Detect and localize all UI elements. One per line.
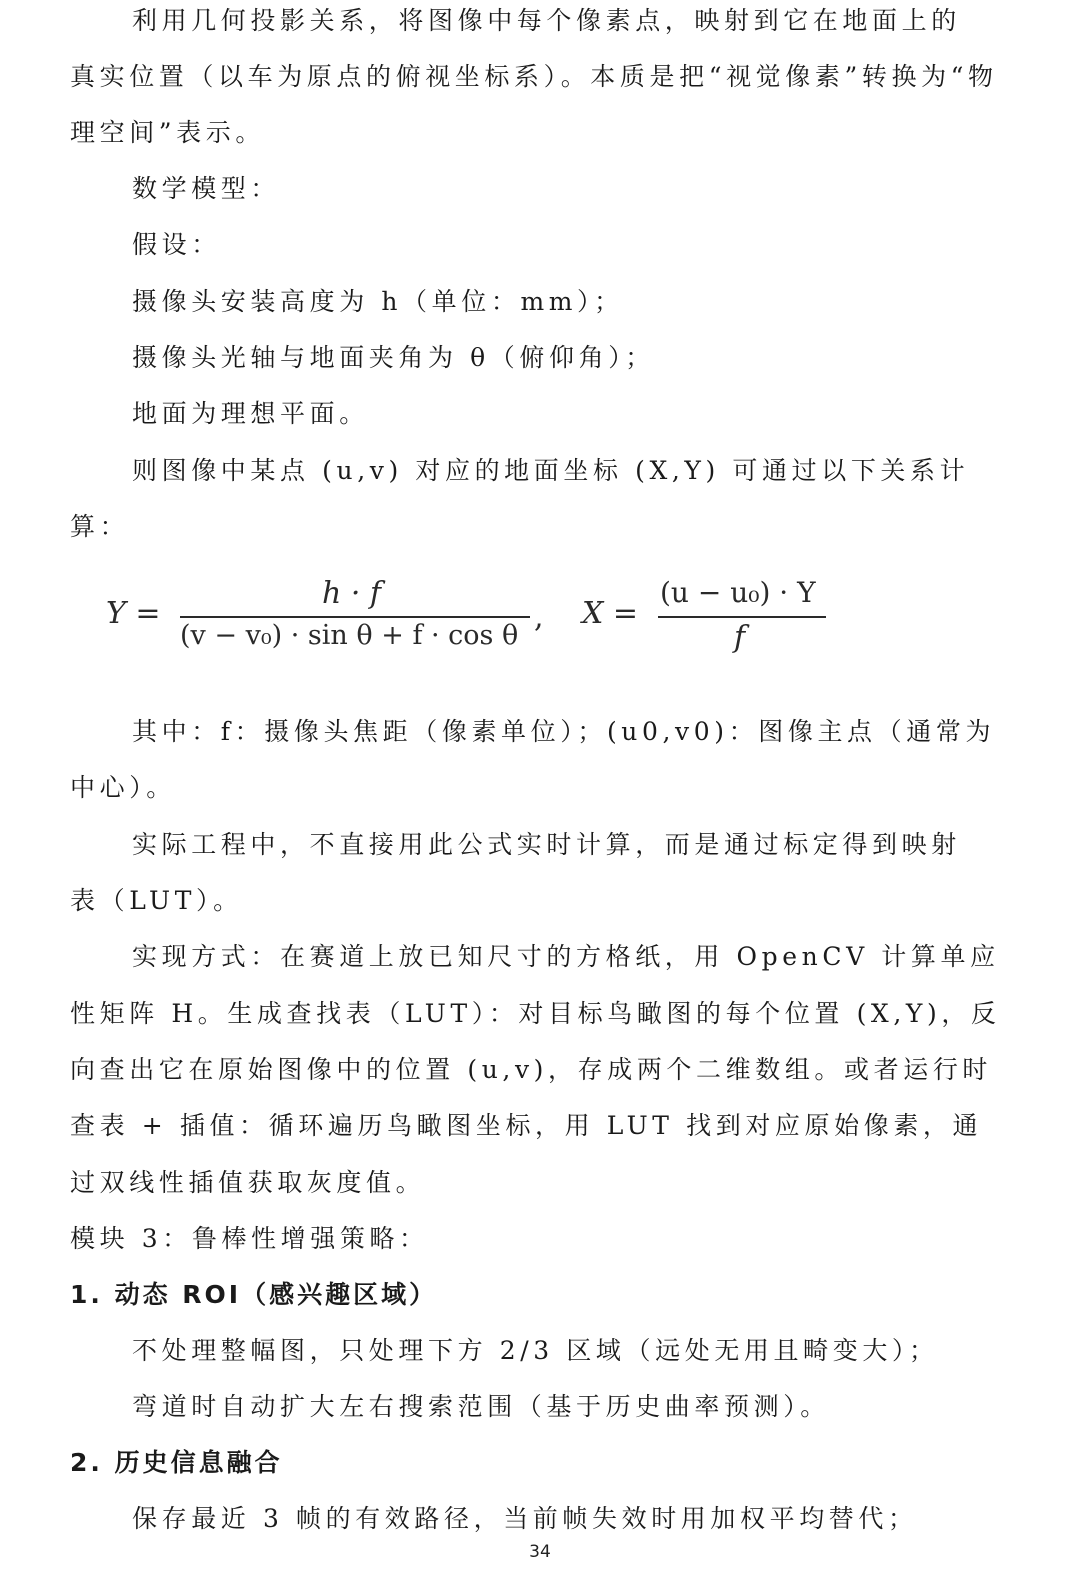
- list-item: 保存最近 3 帧的有效路径，当前帧失效时用加权平均替代；: [132, 1504, 918, 1533]
- formula-x-denominator: f: [734, 620, 746, 655]
- paragraph-line: 性矩阵 H。生成查找表（LUT）：对目标鸟瞰图的每个位置 (X,Y)，反: [70, 999, 1001, 1028]
- paragraph-line: 其中：f：摄像头焦距（像素单位）；(u0,v0)：图像主点（通常为: [132, 717, 996, 746]
- paragraph-line: 利用几何投影关系，将图像中每个像素点，映射到它在地面上的: [132, 6, 961, 35]
- math-model-label: 数学模型：: [132, 174, 281, 203]
- formula-y-lhs: Y =: [106, 596, 161, 631]
- page-number: 34: [529, 1542, 551, 1562]
- paragraph-line: 向查出它在原始图像中的位置 (u,v)，存成两个二维数组。或者运行时: [70, 1055, 993, 1084]
- module-heading: 模块 3：鲁棒性增强策略：: [70, 1224, 429, 1253]
- formula-x-fraction-bar: [658, 616, 826, 618]
- paragraph-line: 中心）。: [70, 773, 176, 802]
- paragraph-line: 实际工程中，不直接用此公式实时计算，而是通过标定得到映射: [132, 830, 961, 859]
- formula-comma: ,: [534, 600, 544, 635]
- list-item: 弯道时自动扩大左右搜索范围（基于历史曲率预测）。: [132, 1392, 830, 1421]
- section-heading-1: 1. 动态 ROI（感兴趣区域）: [70, 1280, 438, 1309]
- paragraph-line: 算：: [70, 512, 130, 541]
- list-item: 不处理整幅图，只处理下方 2/3 区域（远处无用且畸变大）；: [132, 1336, 939, 1365]
- formula-x-lhs: X =: [582, 596, 639, 631]
- paragraph-line: 理空间”表示。: [70, 118, 265, 147]
- paragraph-line: 过双线性插值获取灰度值。: [70, 1168, 426, 1197]
- paragraph-line: 表（LUT）。: [70, 886, 243, 915]
- paragraph-line: 查表 + 插值：循环遍历鸟瞰图坐标，用 LUT 找到对应原始像素，通: [70, 1111, 983, 1140]
- projection-formula: [100, 570, 840, 660]
- paragraph-line: 实现方式：在赛道上放已知尺寸的方格纸，用 OpenCV 计算单应: [132, 942, 1000, 971]
- formula-y-numerator: h · f: [322, 576, 382, 611]
- assumption-item: 摄像头光轴与地面夹角为 θ（俯仰角）；: [132, 343, 655, 372]
- formula-y-fraction-bar: [180, 616, 530, 618]
- paragraph-line: 真实位置（以车为原点的俯视坐标系）。本质是把“视觉像素”转换为“物: [70, 62, 998, 91]
- formula-y-denominator: (v − v₀) · sin θ + f · cos θ: [180, 620, 519, 651]
- assumption-item: 地面为理想平面。: [132, 399, 369, 428]
- assumption-item: 摄像头安装高度为 h（单位：mm）；: [132, 287, 624, 316]
- section-heading-2: 2. 历史信息融合: [70, 1448, 283, 1477]
- paragraph-line: 则图像中某点 (u,v) 对应的地面坐标 (X,Y) 可通过以下关系计: [132, 456, 970, 485]
- assumption-label: 假设：: [132, 230, 221, 259]
- formula-x-numerator: (u − u₀) · Y: [660, 576, 816, 609]
